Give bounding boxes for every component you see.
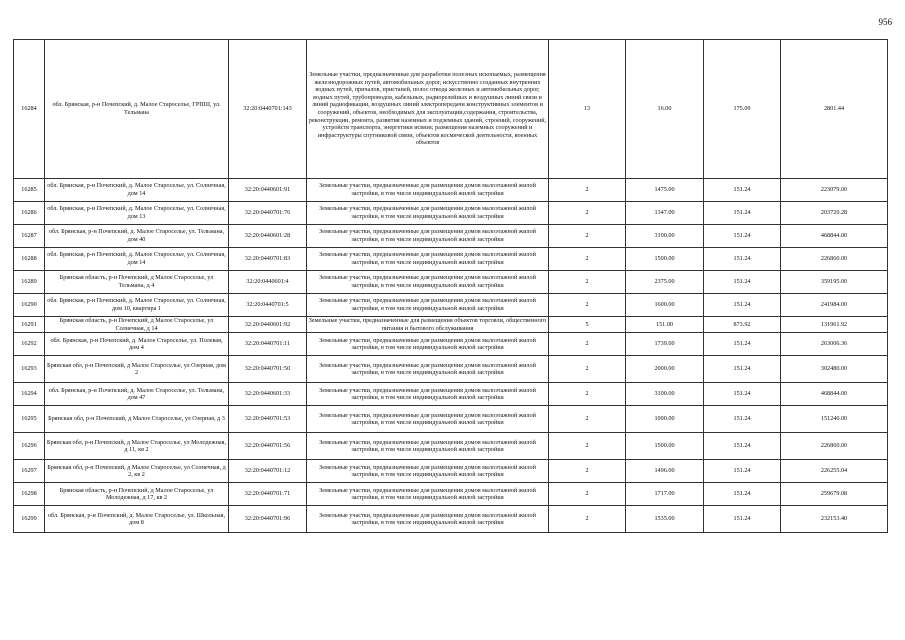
specific-value-cell: 175.09 (704, 40, 781, 179)
specific-value-cell: 151.24 (704, 460, 781, 483)
cadastral-value-cell: 468844.00 (781, 383, 888, 406)
table-row (14, 506, 888, 533)
cadastral-number-cell: 32:20:0440701:96 (229, 506, 307, 533)
cadastral-value-cell: 151240.00 (781, 406, 888, 433)
cadastral-number-cell: 32:20:0440701:12 (229, 460, 307, 483)
cadastral-value-cell: 241984.00 (781, 294, 888, 317)
cadastral-number-cell: 32:20:0440701:143 (229, 40, 307, 179)
specific-value-cell: 151.24 (704, 383, 781, 406)
land-use-cell: Земельные участки, предназначенные для размещения домов малоэтажной жилой застройки, в том числе индивидуальной жилой застройки (307, 179, 549, 202)
specific-value-cell: 151.24 (704, 179, 781, 202)
cadastral-value-cell: 226860.00 (781, 433, 888, 460)
row-number: 16289 (14, 271, 45, 294)
table-row (14, 356, 888, 383)
address-cell: обл. Брянская, р-н Почепский, д. Малое Староселье, ул. Тельмана, дом 40 (45, 225, 229, 248)
address-cell: Брянская обл, р-н Почепский, д Малое Староселье, ул Озерная, д 3 (45, 406, 229, 433)
address-cell: обл. Брянская, р-н Почепский, д. Малое Староселье, ул. Солнечная, дом 13 (45, 202, 229, 225)
table-row (14, 406, 888, 433)
address-cell: Брянская обл, р-н Почепский, д Малое Староселье, ул Солнечная, д 2, кв 2 (45, 460, 229, 483)
specific-value-cell: 151.24 (704, 356, 781, 383)
use-group-code-cell: 2 (549, 179, 626, 202)
area-cell: 3100.00 (626, 225, 704, 248)
cadastral-value-cell: 259679.08 (781, 483, 888, 506)
area-cell: 2375.00 (626, 271, 704, 294)
land-use-cell: Земельные участки, предназначенные для размещения домов малоэтажной жилой застройки, в том числе индивидуальной жилой застройки (307, 433, 549, 460)
table-row (14, 248, 888, 271)
land-use-cell: Земельные участки, предназначенные для размещения домов малоэтажной жилой застройки, в том числе индивидуальной жилой застройки (307, 333, 549, 356)
use-group-code-cell: 2 (549, 333, 626, 356)
row-number: 16296 (14, 433, 45, 460)
address-cell: обл. Брянская, р-н Почепский, д. Малое Староселье, ул. Солнечная, дом 10, квартира 1 (45, 294, 229, 317)
row-number: 16291 (14, 317, 45, 333)
address-cell: Брянская область, р-н Почепский, д Малое Староселье, ул Тельмана, д 4 (45, 271, 229, 294)
cadastral-number-cell: 32:20:0440701:71 (229, 483, 307, 506)
specific-value-cell: 151.24 (704, 333, 781, 356)
use-group-code-cell: 2 (549, 356, 626, 383)
address-cell: обл. Брянская, р-н Почепский, д. Малое Староселье, ул. Солнечная, дом 14 (45, 179, 229, 202)
land-use-cell: Земельные участки, предназначенные для размещения объектов торговли, общественного питания и бытового обслуживания (307, 317, 549, 333)
row-number: 16293 (14, 356, 45, 383)
table-row (14, 483, 888, 506)
land-use-cell: Земельные участки, предназначенные для размещения домов малоэтажной жилой застройки, в том числе индивидуальной жилой застройки (307, 248, 549, 271)
cadastral-value-cell: 226255.04 (781, 460, 888, 483)
specific-value-cell: 151.24 (704, 225, 781, 248)
use-group-code-cell: 2 (549, 383, 626, 406)
use-group-code-cell: 13 (549, 40, 626, 179)
land-use-cell: Земельные участки, предназначенные для размещения домов малоэтажной жилой застройки, в том числе индивидуальной жилой застройки (307, 225, 549, 248)
address-cell: Брянская обл, р-н Почепский, д Малое Староселье, ул Озерная, дом 2 (45, 356, 229, 383)
table-row (14, 294, 888, 317)
address-cell: обл. Брянская, р-н Почепский, д. Малое Староселье, ГРПШ, ул. Тельмана (45, 40, 229, 179)
area-cell: 1496.00 (626, 460, 704, 483)
table-row (14, 460, 888, 483)
cadastral-number-cell: 32:20:0440701:83 (229, 248, 307, 271)
area-cell: 1500.00 (626, 433, 704, 460)
address-cell: обл. Брянская, р-н Почепский, д. Малое Староселье, ул. Школьная, дом 8 (45, 506, 229, 533)
table-row (14, 383, 888, 406)
cadastral-number-cell: 32:20:0440601:92 (229, 317, 307, 333)
land-use-cell: Земельные участки, предназначенные для размещения домов малоэтажной жилой застройки, в том числе индивидуальной жилой застройки (307, 383, 549, 406)
specific-value-cell: 873.92 (704, 317, 781, 333)
row-number: 16299 (14, 506, 45, 533)
cadastral-number-cell: 32:20:0440601:28 (229, 225, 307, 248)
area-cell: 1535.00 (626, 506, 704, 533)
area-cell: 16.00 (626, 40, 704, 179)
land-use-cell: Земельные участки, предназначенные для размещения домов малоэтажной жилой застройки, в том числе индивидуальной жилой застройки (307, 294, 549, 317)
table-row (14, 271, 888, 294)
area-cell: 1600.00 (626, 294, 704, 317)
area-cell: 151.00 (626, 317, 704, 333)
cadastral-number-cell: 32:20:0440701:5 (229, 294, 307, 317)
row-number: 16298 (14, 483, 45, 506)
cadastral-value-cell: 263006.36 (781, 333, 888, 356)
address-cell: Брянская обл, р-н Почепский, д Малое Староселье, ул Молодежная, д 11, кв 2 (45, 433, 229, 460)
cadastral-number-cell: 32:20:0440701:53 (229, 406, 307, 433)
cadastral-number-cell: 32:20:0440701:11 (229, 333, 307, 356)
area-cell: 1500.00 (626, 248, 704, 271)
use-group-code-cell: 2 (549, 225, 626, 248)
cadastral-value-cell: 223079.00 (781, 179, 888, 202)
land-use-cell: Земельные участки, предназначенные для размещения домов малоэтажной жилой застройки, в том числе индивидуальной жилой застройки (307, 483, 549, 506)
cadastral-number-cell: 32:20:0440601:4 (229, 271, 307, 294)
table-row (14, 317, 888, 333)
table-row (14, 40, 888, 179)
use-group-code-cell: 2 (549, 248, 626, 271)
cadastral-value-cell: 203720.28 (781, 202, 888, 225)
use-group-code-cell: 2 (549, 433, 626, 460)
use-group-code-cell: 2 (549, 506, 626, 533)
cadastral-value-cell: 302480.00 (781, 356, 888, 383)
area-cell: 1000.00 (626, 406, 704, 433)
land-use-cell: Земельные участки, предназначенные для размещения домов малоэтажной жилой застройки, в том числе индивидуальной жилой застройки (307, 356, 549, 383)
address-cell: Брянская область, р-н Почепский, д Малое Староселье, ул Молодежная, д 17, кв 2 (45, 483, 229, 506)
row-number: 16294 (14, 383, 45, 406)
area-cell: 1347.00 (626, 202, 704, 225)
use-group-code-cell: 2 (549, 406, 626, 433)
address-cell: Брянская область, р-н Почепский, д Малое Староселье, ул Солнечная, д 14 (45, 317, 229, 333)
use-group-code-cell: 2 (549, 271, 626, 294)
specific-value-cell: 151.24 (704, 433, 781, 460)
row-number: 16286 (14, 202, 45, 225)
area-cell: 2000.00 (626, 356, 704, 383)
cadastral-value-table (13, 39, 888, 533)
specific-value-cell: 151.24 (704, 406, 781, 433)
land-use-cell: Земельные участки, предназначенные для размещения домов малоэтажной жилой застройки, в том числе индивидуальной жилой застройки (307, 460, 549, 483)
cadastral-value-cell: 2801.44 (781, 40, 888, 179)
use-group-code-cell: 2 (549, 294, 626, 317)
cadastral-number-cell: 32:20:0440701:50 (229, 356, 307, 383)
specific-value-cell: 151.24 (704, 294, 781, 317)
table-row (14, 179, 888, 202)
cadastral-value-cell: 232153.40 (781, 506, 888, 533)
specific-value-cell: 151.24 (704, 248, 781, 271)
table-row (14, 333, 888, 356)
row-number: 16297 (14, 460, 45, 483)
table-row (14, 433, 888, 460)
table-row (14, 225, 888, 248)
cadastral-number-cell: 32:20:0440701:76 (229, 202, 307, 225)
use-group-code-cell: 5 (549, 317, 626, 333)
address-cell: обл. Брянская, р-н Почепский, д. Малое Староселье, ул. Тельмана, дом 47 (45, 383, 229, 406)
area-cell: 1717.00 (626, 483, 704, 506)
specific-value-cell: 151.24 (704, 271, 781, 294)
use-group-code-cell: 2 (549, 460, 626, 483)
use-group-code-cell: 2 (549, 202, 626, 225)
cadastral-number-cell: 32:20:0440601:91 (229, 179, 307, 202)
row-number: 16287 (14, 225, 45, 248)
row-number: 16292 (14, 333, 45, 356)
land-use-cell: Земельные участки, предназначенные для размещения домов малоэтажной жилой застройки, в том числе индивидуальной жилой застройки (307, 271, 549, 294)
land-use-cell: Земельные участки, предназначенные для разработки полезных ископаемых, размещения железнодорожных путей, автомобильных дорог, искусственно созданных внутренних водных путей, причалов, пристаней, полос отвода железных и автомобильных дорог, водных путей, трубопроводов, кабельных, радиорелейных и воздушных линий связи и линий радиофикации, воздушных линий электропередачи конструктивных элементов и сооружений, объектов, необходимых для эксплуатации,содержания, строительства, реконструкции, ремонта, развития наземных и подземных зданий, строений, сооружений, устройств транспорта, энергетики исвязи; размещения наземных сооружений и инфраструктуры спутниковой связи, объектов космической деятельности, военных объектов (307, 40, 549, 179)
specific-value-cell: 151.24 (704, 506, 781, 533)
land-use-cell: Земельные участки, предназначенные для размещения домов малоэтажной жилой застройки, в том числе индивидуальной жилой застройки (307, 202, 549, 225)
address-cell: обл. Брянская, р-н Почепский, д. Малое Староселье, ул. Полевая, дом 4 (45, 333, 229, 356)
row-number: 16288 (14, 248, 45, 271)
cadastral-value-cell: 359195.00 (781, 271, 888, 294)
row-number: 16284 (14, 40, 45, 179)
use-group-code-cell: 2 (549, 483, 626, 506)
land-use-cell: Земельные участки, предназначенные для размещения домов малоэтажной жилой застройки, в том числе индивидуальной жилой застройки (307, 506, 549, 533)
cadastral-value-cell: 226860.00 (781, 248, 888, 271)
cadastral-value-cell: 131961.92 (781, 317, 888, 333)
row-number: 16285 (14, 179, 45, 202)
specific-value-cell: 151.24 (704, 483, 781, 506)
area-cell: 3100.00 (626, 383, 704, 406)
specific-value-cell: 151.24 (704, 202, 781, 225)
land-use-cell: Земельные участки, предназначенные для размещения домов малоэтажной жилой застройки, в том числе индивидуальной жилой застройки (307, 406, 549, 433)
area-cell: 1475.00 (626, 179, 704, 202)
page-number: 956 (878, 17, 892, 27)
cadastral-number-cell: 32:20:0440701:56 (229, 433, 307, 460)
cadastral-value-cell: 468844.00 (781, 225, 888, 248)
area-cell: 1739.00 (626, 333, 704, 356)
address-cell: обл. Брянская, р-н Почепский, д. Малое Староселье, ул. Солнечная, дом 14 (45, 248, 229, 271)
table-row (14, 202, 888, 225)
cadastral-number-cell: 32:20:0440601:33 (229, 383, 307, 406)
row-number: 16290 (14, 294, 45, 317)
row-number: 16295 (14, 406, 45, 433)
